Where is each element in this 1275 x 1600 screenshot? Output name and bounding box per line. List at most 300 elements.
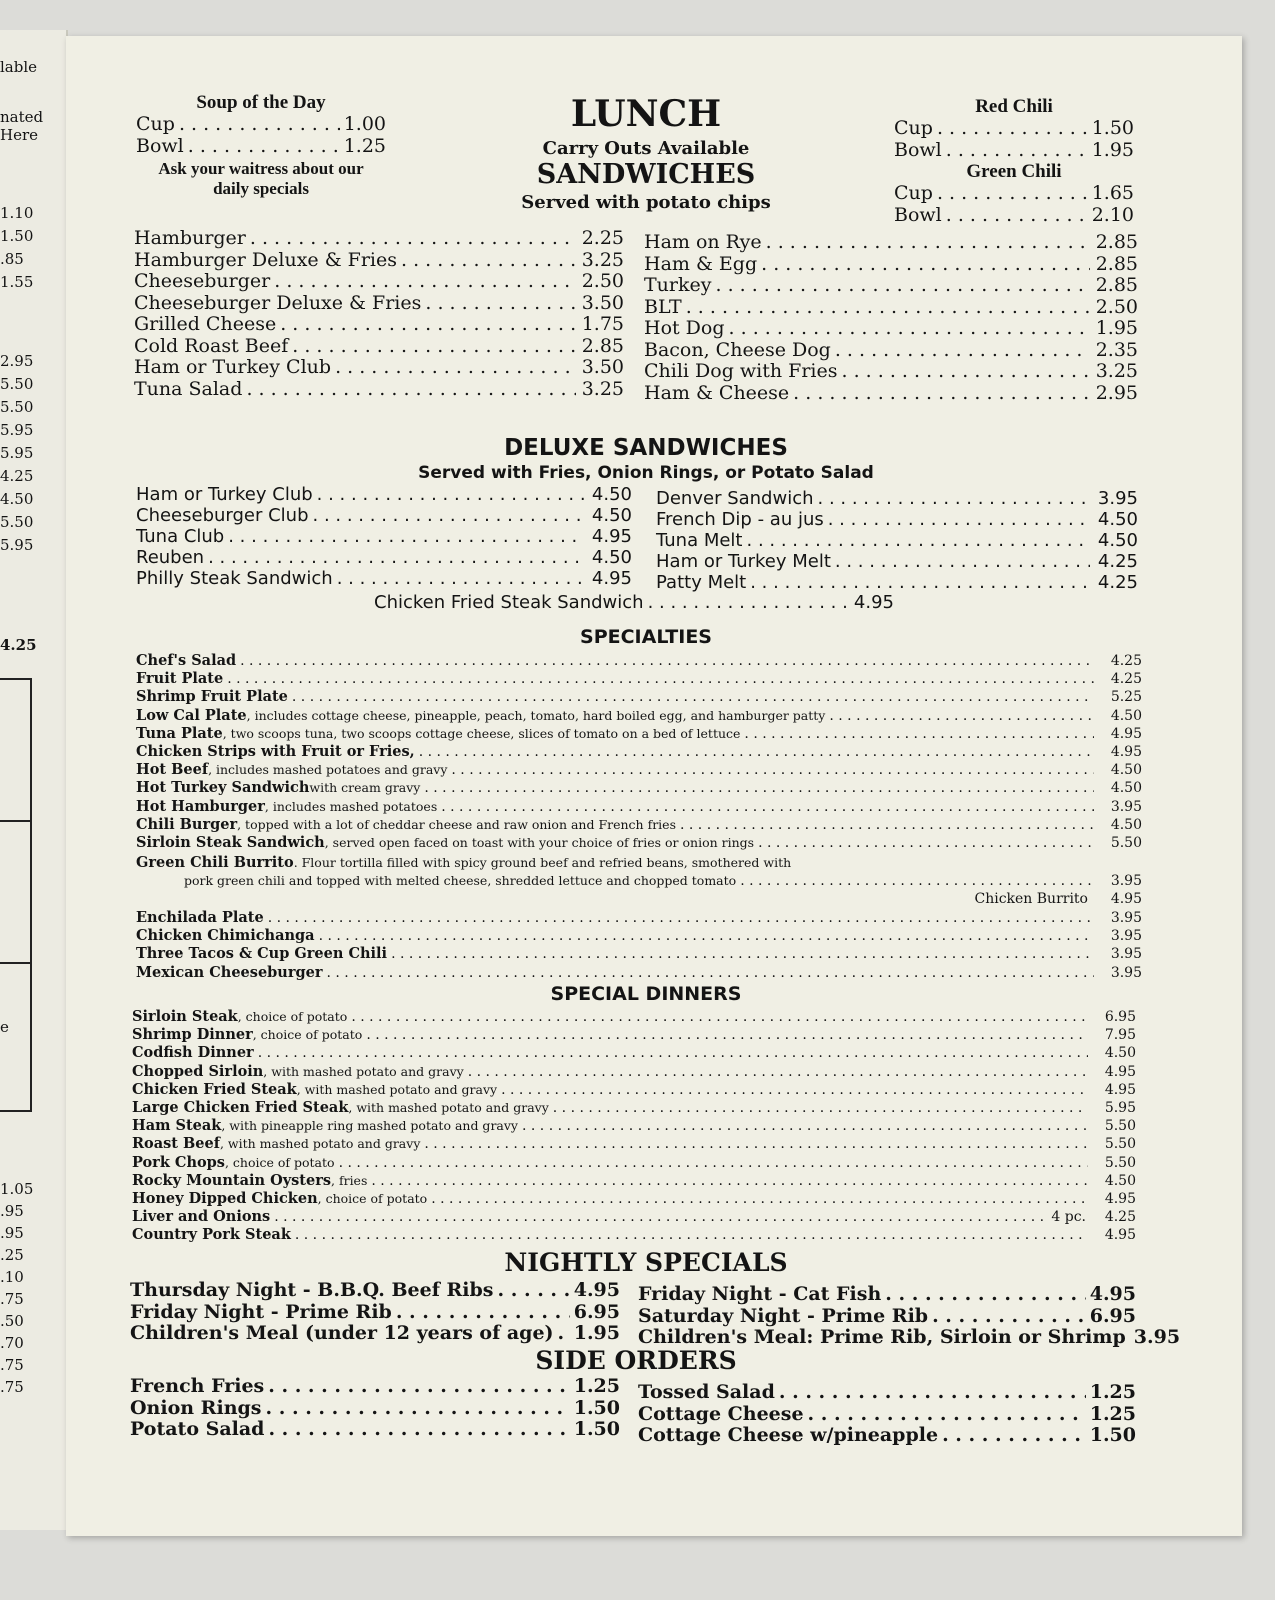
item-name: Three Tacos & Cup Green Chili [136,945,388,963]
item-name: Cottage Cheese [638,1402,804,1425]
item-name: Enchilada Plate [136,909,264,926]
green-chili-title: Green Chili [966,161,1062,182]
menu-item [132,1008,1136,1026]
item-price: 1.25 [1089,1381,1136,1403]
soup-note: Ask your waitress about our daily specials [158,159,364,198]
item-desc: , with mashed potato and gravy [296,1081,498,1097]
left-fragment-price: .75 [0,1356,24,1374]
item-price: 4.25 [1097,551,1138,572]
soup-item [136,136,386,158]
menu-item [132,1154,1136,1172]
menu-item [136,725,1142,743]
menu-item [638,1284,1136,1306]
item-name: Ham or Turkey Club [134,356,332,378]
item-price: 1.65 [1091,182,1134,204]
menu-item [644,361,1138,383]
item-name: French Dip - au jus [656,509,824,530]
item-price: 3.95 [1097,488,1138,509]
item-desc: , choice of potato [237,1009,348,1024]
chicken-burrito-row [136,890,1142,908]
menu-item [130,1280,620,1302]
item-name: Bowl [136,134,184,157]
menu-item [134,293,624,315]
item-name: Pork Chops [132,1153,225,1171]
item-name: Large Chicken Fried Steak [132,1099,349,1117]
left-fragment-price: 1.05 [0,1180,34,1198]
left-fragment-price: 4.25 [0,467,34,485]
item-name: Tuna Club [136,526,225,547]
item-name: Onion Rings [130,1396,262,1419]
left-fragment-box [0,678,32,1112]
menu-item [134,228,624,250]
menu-item [638,1382,1136,1404]
item-price: 4.50 [591,484,632,505]
item-name: Ham Steak [132,1117,222,1135]
item-desc: , includes cottage cheese, pineapple, peach, tomato, hard boiled egg, and hamburger patty [246,707,826,723]
item-name: Ham or Turkey Club [136,484,313,505]
chili-item [894,118,1134,140]
menu-item [130,1419,620,1441]
item-price: 5.50 [1104,1118,1136,1135]
menu-item [132,1044,1136,1062]
item-price: 1.50 [1089,1424,1136,1446]
burrito-block [136,854,1142,909]
item-price: 4.50 [1097,530,1138,551]
left-fragment-price: .95 [0,1224,24,1242]
left-fragment-prices [0,350,33,557]
item-price: 5.25 [1110,689,1142,706]
sandwiches-left-list [134,228,624,400]
item-price: 2.10 [1091,203,1134,226]
menu-item [130,1323,620,1345]
item-desc: , two scoops tuna, two scoops cottage cheese, slices of tomato on a bed of lettuce [222,725,741,741]
item-name: Children's Meal (under 12 years of age) [130,1322,554,1344]
carry-outs-note: Carry Outs Available [542,138,750,159]
item-note: 4 pc. [1051,1209,1086,1226]
menu-item [134,271,624,293]
item-price: 3.25 [581,248,624,271]
item-name: Chili Burger [136,815,238,833]
item-price: 6.95 [573,1300,620,1323]
item-name: Cheeseburger [134,270,271,292]
menu-item [136,909,1142,927]
item-desc: pork green chili and topped with melted cheese, shredded lettuce and chopped tomato [184,873,737,889]
item-price: 4.95 [573,1279,620,1301]
item-price: 5.50 [1104,1154,1136,1171]
left-fragment-price: .50 [0,1312,24,1330]
item-name: Ham on Rye [644,231,762,253]
left-fragment-price: .85 [0,250,24,268]
item-price: 4.50 [1110,707,1142,724]
item-price: 4.95 [1089,1283,1136,1305]
menu-item [638,1404,1136,1426]
item-name: Sirloin Steak [132,1008,238,1025]
menu-item [644,254,1138,276]
item-name: Rocky Mountain Oysters [132,1171,332,1189]
item-price: 2.50 [1095,295,1138,318]
item-price: 3.50 [581,291,624,314]
sides-left-list [130,1376,620,1441]
red-chili-title: Red Chili [975,96,1053,117]
left-fragment-price: 4.50 [0,490,34,508]
item-name: Friday Night - Prime Rib [130,1300,392,1323]
sandwiches-right-list [644,232,1138,404]
left-fragment-text: 4.25 [0,636,37,654]
item-name: Philly Steak Sandwich [136,568,333,589]
nightly-right-list [638,1283,1181,1349]
item-price: 4.50 [1110,780,1142,797]
nightly-left-list [130,1280,620,1345]
item-desc: , choice of potato [252,1027,363,1043]
item-name: BLT [644,295,682,318]
item-price: 4.95 [1104,1191,1136,1208]
item-name: Shrimp Fruit Plate [136,688,288,706]
menu-item [132,1081,1136,1099]
menu-item [136,568,632,589]
left-fragment-price: .25 [0,1246,24,1264]
item-price: 4.95 [1110,744,1142,761]
deluxe-right-list [656,488,1138,593]
item-price: 3.95 [1110,946,1142,963]
item-name: Patty Melt [656,572,747,593]
item-name: Turkey [644,274,712,296]
item-name: Potato Salad [130,1418,265,1440]
left-fragment-text: lable [0,58,38,76]
item-name: Ham or Turkey Melt [656,551,831,572]
deluxe-left-list [136,484,632,589]
menu-item [134,379,624,401]
item-price: 3.50 [581,356,624,378]
menu-item [132,1099,1136,1117]
chili-item [894,140,1134,162]
menu-item [136,688,1142,706]
deluxe-subtitle: Served with Fries, Onion Rings, or Potato Salad [418,463,874,483]
item-name: Hot Hamburger [136,797,265,815]
divider [0,820,30,822]
item-name: Shrimp Dinner [132,1026,253,1044]
item-price: 4.95 [1104,1227,1136,1244]
item-name: French Fries [130,1375,265,1397]
menu-item [132,1172,1136,1190]
chili-item [894,205,1134,227]
dinners-list [132,1008,1136,1245]
menu-item [136,652,1142,670]
menu-item [132,1226,1136,1244]
item-price: 1.25 [573,1375,620,1397]
item-name: Chili Dog with Fries [644,360,838,382]
item-desc: , choice of potato [317,1191,428,1207]
item-name: Cheeseburger Club [136,505,309,526]
item-price: 1.95 [1095,317,1138,339]
item-price: 5.95 [1104,1100,1136,1117]
soup-title: Soup of the Day [196,92,326,113]
item-price: 4.25 [1110,653,1142,669]
item-name: Cold Roast Beef [134,334,289,357]
item-price: 2.35 [1095,338,1138,361]
left-fragment-text: nated [0,108,44,126]
left-fragment-price: 5.95 [0,444,34,462]
menu-item [136,505,632,526]
item-price: 4.50 [1110,762,1142,779]
item-price: 2.85 [1095,231,1138,253]
left-fragment-prices [0,1178,33,1398]
left-fragment-prices [0,202,33,294]
item-name: Chicken Burrito [974,891,1088,908]
menu-item [132,1026,1136,1044]
item-price: 4.95 [1110,725,1142,742]
item-price: 4.50 [1104,1045,1136,1062]
item-desc: , choice of potato [224,1154,335,1170]
menu-item [644,383,1138,405]
item-name: Fruit Plate [136,670,224,688]
menu-item [130,1376,620,1398]
sides-title: SIDE ORDERS [535,1346,737,1375]
left-fragment-price: .75 [0,1290,24,1308]
item-desc: , includes mashed potatoes [264,798,438,814]
item-name: Denver Sandwich [656,488,814,509]
menu-item [132,1208,1136,1226]
item-price: 2.85 [1095,274,1138,296]
item-price: 2.95 [1095,381,1138,404]
item-name: Codfish Dinner [132,1044,254,1062]
item-price: 4.50 [591,505,632,526]
item-name: Thursday Night - B.B.Q. Beef Ribs [130,1279,494,1301]
item-desc: , topped with a lot of cheddar cheese and raw onion and French fries [237,816,676,832]
menu-item [132,1117,1136,1135]
item-name: Cheeseburger Deluxe & Fries [134,291,422,314]
item-name: Hamburger Deluxe & Fries [134,248,398,271]
menu-item [656,488,1138,509]
left-fragment-price: .75 [0,1378,24,1396]
item-price: 1.25 [1089,1402,1136,1425]
item-name: Chicken Strips with Fruit or Fries, [136,743,415,761]
item-name: Chicken Fried Steak Sandwich [374,592,644,613]
item-price: 4.50 [1097,509,1138,530]
menu-item [136,670,1142,688]
menu-item [136,743,1142,761]
item-name: Low Cal Plate [136,706,247,724]
item-name: Children's Meal: Prime Rib, Sirloin or Shrimp [638,1326,1126,1348]
item-price: 4.25 [1110,671,1142,688]
item-price: 4.95 [591,526,632,547]
item-price: 4.95 [1104,1063,1136,1080]
left-fragment-price: 5.95 [0,536,34,554]
item-price: 1.50 [573,1418,620,1440]
item-price: 3.95 [1110,928,1142,945]
left-fragment-price: .95 [0,1202,24,1220]
item-desc: . Flour tortilla filled with spicy ground beef and refried beans, smothered with [293,855,792,870]
menu-item [644,275,1138,297]
left-fragment-price: 1.10 [0,204,34,222]
menu-item [136,484,632,505]
item-price: 2.85 [581,334,624,357]
item-price: 4.25 [1097,572,1138,593]
item-name: Chopped Sirloin [132,1062,264,1080]
menu-item [134,250,624,272]
item-price: 5.50 [1104,1136,1136,1153]
item-name: Cup [894,117,933,139]
menu-item [134,357,624,379]
item-name: Chef's Salad [136,652,237,669]
menu-item [132,1190,1136,1208]
item-price: 4.50 [591,547,632,568]
menu-item [136,547,632,568]
menu-page [66,36,1242,1536]
item-name: Country Pork Steak [132,1226,291,1244]
item-name: Hot Turkey Sandwich [136,779,310,797]
item-price: 7.95 [1104,1027,1136,1044]
item-price: 1.25 [343,134,386,157]
item-price: 4.95 [1110,891,1142,908]
item-price: 1.95 [573,1322,620,1344]
item-desc: , includes mashed potatoes and gravy [208,762,448,778]
menu-title: LUNCH [570,93,722,135]
item-price: 4.50 [1110,816,1142,833]
item-price: 1.95 [1091,138,1134,161]
item-name: Reuben [136,547,205,568]
menu-item [644,318,1138,340]
left-fragment-price: 1.50 [0,227,34,245]
menu-item [656,509,1138,530]
menu-item [136,927,1142,945]
item-name: Bowl [894,203,942,226]
item-name: Sirloin Steak Sandwich [136,834,325,852]
left-fragment-price: 5.50 [0,398,34,416]
menu-item [136,779,1142,797]
left-fragment-price: 5.50 [0,513,34,531]
left-fragment-price: 5.95 [0,421,34,439]
specialties-list [136,652,1142,852]
item-price: 3.25 [1095,360,1138,382]
specialties-title: SPECIALTIES [580,626,712,648]
item-desc: , served open faced on toast with your choice of fries or onion rings [324,835,755,851]
specialties-tail-list [136,909,1142,982]
item-price: 1.75 [581,313,624,335]
item-name: Honey Dipped Chicken [132,1190,318,1208]
item-name: Saturday Night - Prime Rib [638,1304,929,1327]
item-name: Grilled Cheese [134,313,277,335]
item-name: Chicken Chimichanga [136,927,315,945]
item-name: Bowl [894,138,942,161]
menu-item [656,551,1138,572]
left-fragment-text: e [0,1018,9,1036]
item-price: 2.85 [1095,252,1138,275]
chili-item [894,183,1134,205]
item-price: 4.50 [1104,1172,1136,1189]
item-price: 6.95 [1089,1304,1136,1327]
item-name: Ham & Cheese [644,381,790,404]
soup-item [136,114,386,136]
menu-item [644,340,1138,362]
menu-item [134,336,624,358]
item-price: 4.25 [1104,1209,1136,1226]
item-name: Chicken Fried Steak [132,1080,297,1098]
item-price: 4.95 [853,592,894,613]
item-desc: , fries [331,1172,368,1188]
left-fragment-price: .10 [0,1268,24,1286]
deluxe-bottom-item [374,592,894,613]
item-price: 1.50 [1091,117,1134,139]
burrito-line-1 [136,854,1142,872]
item-price: 3.95 [1110,798,1142,815]
item-name: Friday Night - Cat Fish [638,1283,882,1305]
divider [0,962,30,964]
menu-item [656,572,1138,593]
item-price: 3.95 [1133,1326,1181,1348]
item-name: Hamburger [134,227,246,249]
title-block [486,94,806,216]
left-fragment-price: 2.95 [0,352,34,370]
left-fragment-price: 5.50 [0,375,34,393]
menu-item [136,945,1142,963]
item-price: 4.95 [1104,1081,1136,1098]
menu-item [130,1302,620,1324]
item-name: Tuna Salad [134,377,243,400]
item-price: 2.50 [581,270,624,292]
left-fragment-text: Here [0,126,39,144]
item-desc: , with mashed potato and gravy [348,1100,549,1116]
item-price: 3.95 [1110,964,1142,981]
item-name: Hot Beef [136,761,209,779]
item-name: Hot Dog [644,317,725,339]
menu-item [136,761,1142,779]
item-name: Tuna Plate [136,724,223,742]
dinners-title: SPECIAL DINNERS [550,983,742,1005]
item-desc: , with mashed potato and gravy [263,1063,464,1079]
item-price: 4.95 [591,568,632,589]
menu-item [656,530,1138,551]
burrito-line-2 [136,872,1142,890]
item-price: 3.95 [1110,910,1142,926]
item-name: Cup [894,182,933,204]
menu-item [638,1425,1136,1447]
item-price: 5.50 [1110,835,1142,852]
item-price: 2.25 [581,227,624,249]
item-price: 3.95 [1110,873,1142,890]
left-page-edge [0,30,68,1530]
menu-item [136,526,632,547]
item-name: Ham & Egg [644,252,758,275]
menu-item [136,834,1142,852]
sandwiches-title: SANDWICHES [536,159,756,190]
menu-item [136,964,1142,982]
soup-section [136,92,386,199]
menu-item [136,707,1142,725]
item-name: Bacon, Cheese Dog [644,338,831,361]
left-fragment-price: .70 [0,1334,24,1352]
left-fragment-price: 1.55 [0,273,34,291]
menu-item [644,297,1138,319]
item-desc: with cream gravy [309,780,421,796]
menu-item [644,232,1138,254]
item-price: 6.95 [1104,1009,1136,1025]
item-price: 1.00 [343,113,386,135]
menu-item [638,1306,1136,1328]
deluxe-header [366,434,926,484]
item-name: Tuna Melt [656,530,743,551]
menu-item [132,1063,1136,1081]
item-name: Cup [136,113,175,135]
item-desc: , with pineapple ring mashed potato and gravy [221,1118,518,1134]
menu-item [132,1135,1136,1153]
menu-item [136,798,1142,816]
deluxe-title: DELUXE SANDWICHES [504,435,788,461]
item-desc: , with mashed potato and gravy [219,1136,421,1152]
item-name: Liver and Onions [132,1208,271,1226]
item-name: Green Chili Burrito [136,854,294,871]
item-name: Roast Beef [132,1135,220,1153]
item-name: Cottage Cheese w/pineapple [638,1424,939,1446]
